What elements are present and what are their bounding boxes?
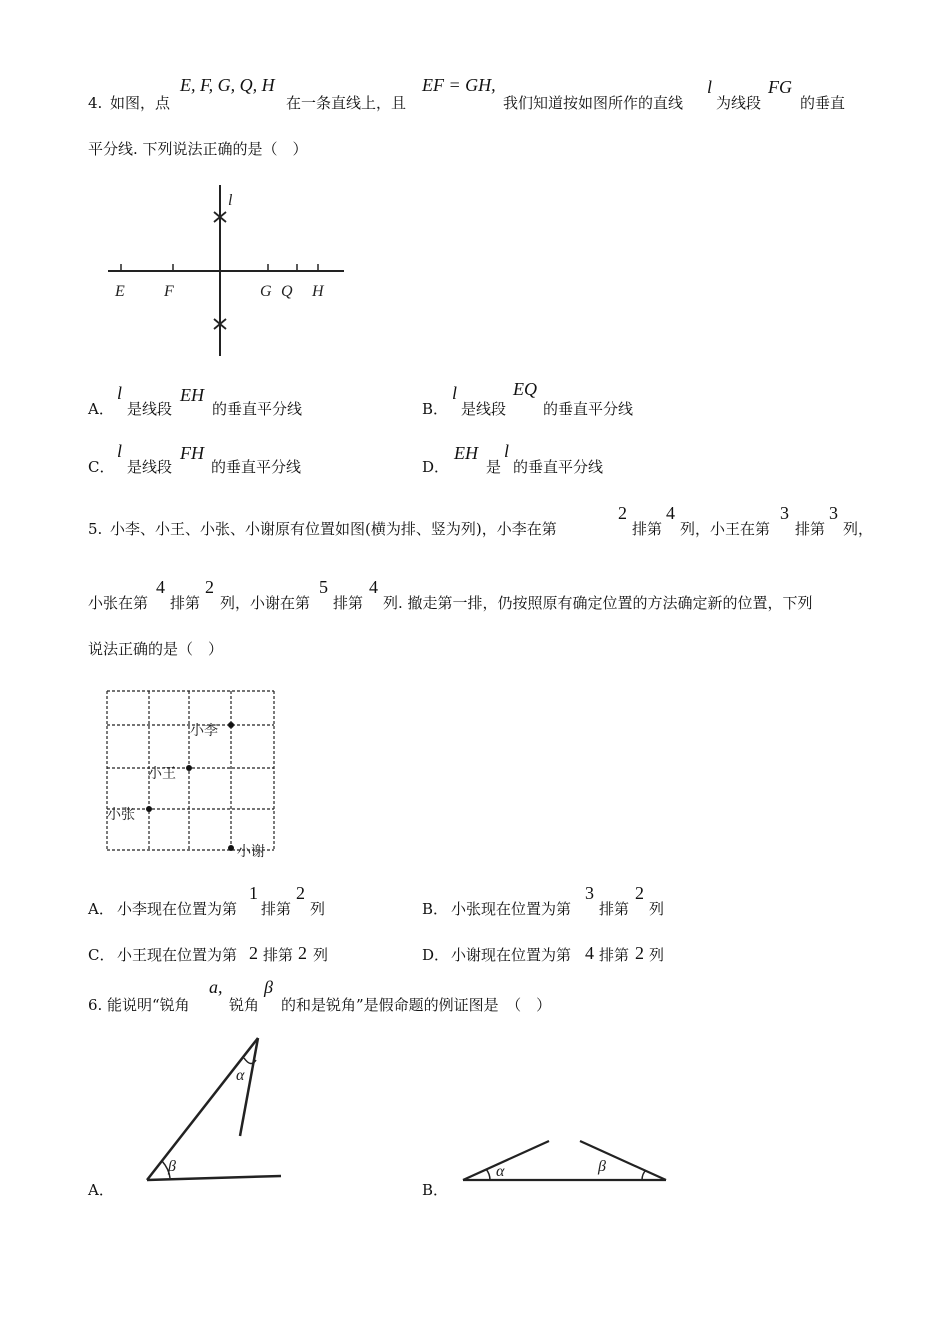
number: 1 [249, 883, 258, 903]
math-points: E, F, G, Q, H [180, 75, 275, 95]
math-l: l [452, 383, 458, 403]
question-text: 能说明“锐角 [107, 996, 190, 1014]
question-text: 小张在第 [88, 594, 149, 612]
q5-grid-figure [104, 688, 279, 858]
question-number: 6. [88, 996, 103, 1014]
question-text: 的垂直 [800, 94, 846, 112]
option-text: 是线段 [127, 458, 173, 476]
option-label: B． [422, 400, 449, 418]
point-q-label: Q [281, 283, 293, 300]
number: 4 [156, 577, 165, 597]
question-text: 如图，点 [110, 94, 171, 112]
option-text: 列 [310, 900, 326, 918]
question-text: 列. 撤走第一排，仍按照原有确定位置的方法确定新的位置，下列 [383, 594, 813, 612]
number: 2 [298, 943, 307, 963]
option-text: 小李现在位置为第 [117, 900, 238, 918]
number: 4 [369, 577, 378, 597]
option-text: 是 [486, 458, 502, 476]
question-text: 的和是锐角”是假命题的例证图是 （ ） [281, 996, 552, 1014]
option-a-figure [140, 1030, 290, 1190]
number: 4 [666, 503, 675, 523]
question-text: 小李、小王、小张、小谢原有位置如图(横为排、竖为列)，小李在第 [110, 520, 557, 538]
number: 2 [296, 883, 305, 903]
number: 2 [205, 577, 214, 597]
option-text: 的垂直平分线 [212, 400, 303, 418]
math-equation: EF = GH, [422, 75, 496, 95]
math-segment: FH [180, 443, 204, 463]
option-text: 列 [649, 946, 665, 964]
question-text: 排第 [170, 594, 201, 612]
label-xiaoli: 小李 [190, 723, 218, 739]
option-text: 排第 [263, 946, 294, 964]
option-label: A． [88, 900, 114, 918]
question-text: 列，小谢在第 [220, 594, 311, 612]
option-label: A． [88, 1181, 114, 1199]
math-l: l [707, 77, 713, 97]
question-text: 排第 [333, 594, 364, 612]
option-text: 排第 [599, 900, 630, 918]
math-segment: EH [454, 443, 478, 463]
beta-label: β [598, 1158, 606, 1175]
point-f-label: F [164, 283, 174, 300]
option-text: 列 [313, 946, 329, 964]
question-text-line3: 说法正确的是（ ） [88, 640, 224, 658]
question-text: 列，小王在第 [680, 520, 771, 538]
number: 3 [585, 883, 594, 903]
option-b-figure [460, 1135, 670, 1185]
math-segment: EQ [513, 379, 537, 399]
question-text: 在一条直线上，且 [286, 94, 407, 112]
question-text: 排第 [795, 520, 826, 538]
option-label: B． [422, 1181, 449, 1199]
option-text: 小张现在位置为第 [451, 900, 572, 918]
question-text: 排第 [632, 520, 663, 538]
option-text: 的垂直平分线 [543, 400, 634, 418]
point-g-label: G [260, 283, 272, 300]
question-number: 4. [88, 94, 103, 112]
label-xiaozhang: 小张 [107, 807, 135, 823]
option-text: 小谢现在位置为第 [451, 946, 572, 964]
option-label: D． [422, 946, 450, 964]
number: 4 [585, 943, 594, 963]
option-label: C． [88, 458, 115, 476]
math-l: l [117, 383, 123, 403]
point-h-label: H [312, 283, 324, 300]
option-text: 是线段 [461, 400, 507, 418]
option-text: 排第 [599, 946, 630, 964]
label-xiaoxie: 小谢 [237, 844, 265, 860]
math-alpha: a, [209, 977, 223, 997]
option-text: 的垂直平分线 [211, 458, 302, 476]
number: 2 [635, 943, 644, 963]
math-l: l [504, 441, 510, 461]
beta-label: β [168, 1158, 176, 1175]
math-l: l [117, 441, 123, 461]
point-e-label: E [115, 283, 125, 300]
math-fg: FG [768, 77, 792, 97]
option-text: 是线段 [127, 400, 173, 418]
option-text: 的垂直平分线 [513, 458, 604, 476]
question-text: 为线段 [716, 94, 762, 112]
question-number: 5. [88, 520, 103, 538]
alpha-label: α [236, 1067, 245, 1084]
option-label: D． [422, 458, 450, 476]
number: 2 [635, 883, 644, 903]
number: 5 [319, 577, 328, 597]
question-text: 我们知道按如图所作的直线 [503, 94, 684, 112]
label-xiaowang: 小王 [148, 766, 176, 782]
question-text: 列， [843, 520, 874, 538]
option-label: C． [88, 946, 115, 964]
number: 2 [249, 943, 258, 963]
alpha-label: α [496, 1163, 505, 1180]
q4-figure [100, 180, 360, 365]
question-text-line2: 平分线. 下列说法正确的是（ ） [88, 140, 308, 158]
line-l-label: l [228, 192, 233, 209]
option-text: 小王现在位置为第 [117, 946, 238, 964]
option-text: 排第 [261, 900, 292, 918]
option-label: A． [88, 400, 114, 418]
math-segment: EH [180, 385, 204, 405]
question-text: 锐角 [229, 996, 260, 1014]
option-text: 列 [649, 900, 665, 918]
number: 3 [780, 503, 789, 523]
option-label: B． [422, 900, 449, 918]
math-beta: β [264, 977, 273, 997]
number: 3 [829, 503, 838, 523]
number: 2 [618, 503, 627, 523]
